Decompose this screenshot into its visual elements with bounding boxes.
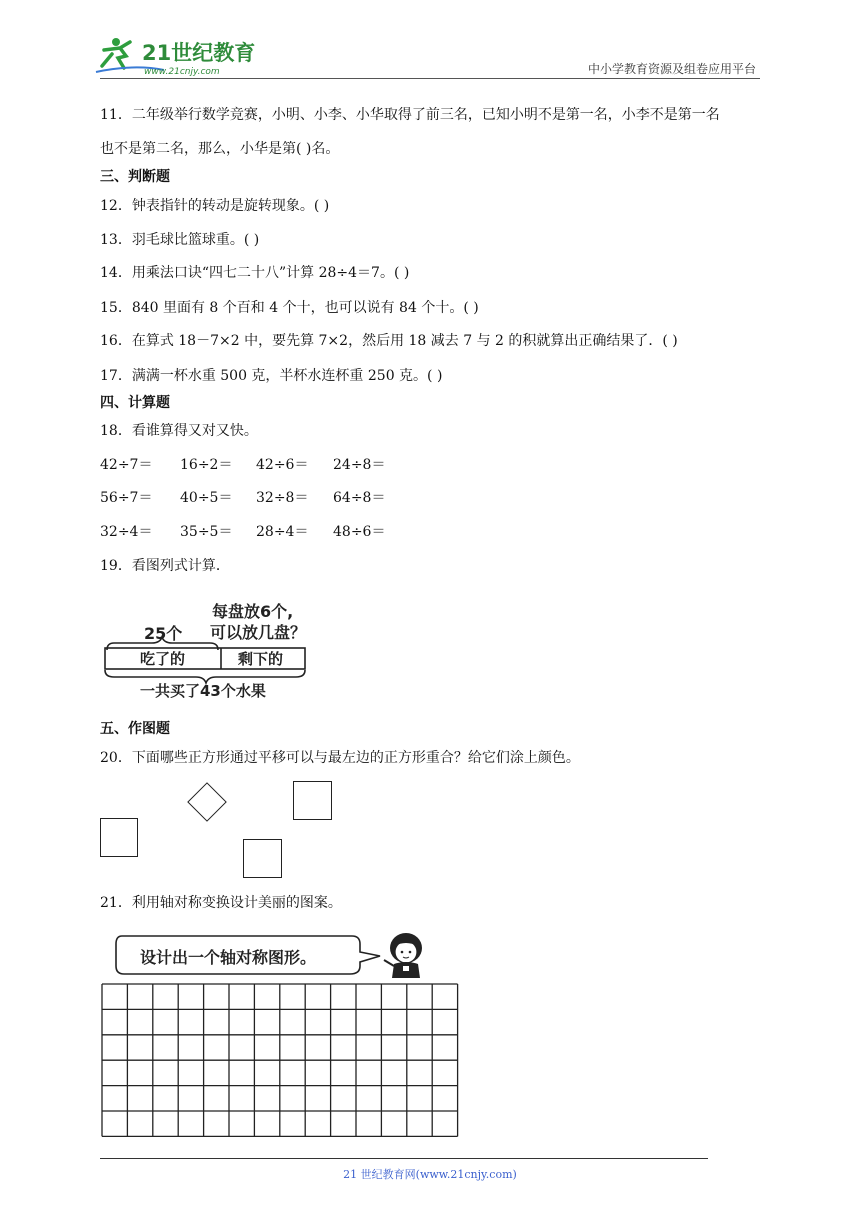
question-15: 15．840 里面有 8 个百和 4 个十，也可以说有 84 个十。( ) [100,300,479,316]
calc-item: 56÷7＝ [100,490,153,506]
q21-speech-text: 设计出一个轴对称图形。 [140,948,317,967]
logo-main-text: 21世纪教育 [142,41,256,65]
q21-speech-area [110,926,440,982]
q21-grid-paper [101,983,461,1139]
question-11-line1: 11．二年级举行数学竞赛，小明、小李、小华取得了前三名，已知小明不是第一名，小李不是第一名 [100,107,720,123]
platform-name: 中小学教育资源及组卷应用平台 [587,62,756,76]
question-17: 17．满满一杯水重 500 克，半杯水连杯重 250 克。( ) [100,368,443,384]
q19-count-label: 25个 [144,624,183,643]
question-16: 16．在算式 18－7×2 中，要先算 7×2，然后用 18 减去 7 与 2 的积就算出正确结果了．( ) [100,333,678,349]
question-21: 21．利用轴对称变换设计美丽的图案。 [100,895,342,911]
q20-square-bottom [243,839,282,878]
q19-total-label: 一共买了43个水果 [140,682,266,700]
q20-reference-square [100,818,138,857]
calc-item: 28÷4＝ [256,524,309,540]
section-heading-calc: 四、计算题 [100,395,170,411]
calc-item: 32÷8＝ [256,490,309,506]
q19-eaten-label: 吃了的 [140,650,186,668]
q19-diagram [100,596,330,704]
calc-item: 16÷2＝ [180,457,233,473]
q19-question-line1: 每盘放6个, [212,602,294,621]
calc-item: 24÷8＝ [333,457,386,473]
question-14: 14．用乘法口诀“四七二十八”计算 28÷4＝7。( ) [100,265,410,281]
calc-item: 48÷6＝ [333,524,386,540]
q19-question-line2: 可以放几盘？ [210,623,307,642]
section-heading-judge: 三、判断题 [100,169,170,185]
section-heading-draw: 五、作图题 [100,721,170,737]
calc-item: 64÷8＝ [333,490,386,506]
calc-item: 42÷6＝ [256,457,309,473]
question-11-line2: 也不是第二名，那么，小华是第( )名。 [100,141,340,157]
question-18: 18．看谁算得又对又快。 [100,423,258,439]
question-20: 20．下面哪些正方形通过平移可以与最左边的正方形重合？给它们涂上颜色。 [100,750,580,766]
calc-item: 35÷5＝ [180,524,233,540]
footer-text: 21 世纪教育网(www.21cnjy.com) [343,1168,517,1181]
q20-square-top-right [293,781,332,820]
logo-runner-head [112,38,120,46]
question-19: 19．看图列式计算． [100,558,230,574]
logo-url-text: www.21cnjy.com [144,67,220,77]
calc-item: 42÷7＝ [100,457,153,473]
q20-rotated-square [187,782,227,822]
question-13: 13．羽毛球比篮球重。( ) [100,232,260,248]
q19-remaining-label: 剩下的 [238,650,284,668]
question-12: 12．钟表指针的转动是旋转现象。( ) [100,198,330,214]
header-divider [100,78,760,79]
calc-item: 40÷5＝ [180,490,233,506]
calc-item: 32÷4＝ [100,524,153,540]
logo [94,36,264,80]
footer-divider [100,1158,708,1159]
girl-figure [384,933,422,978]
